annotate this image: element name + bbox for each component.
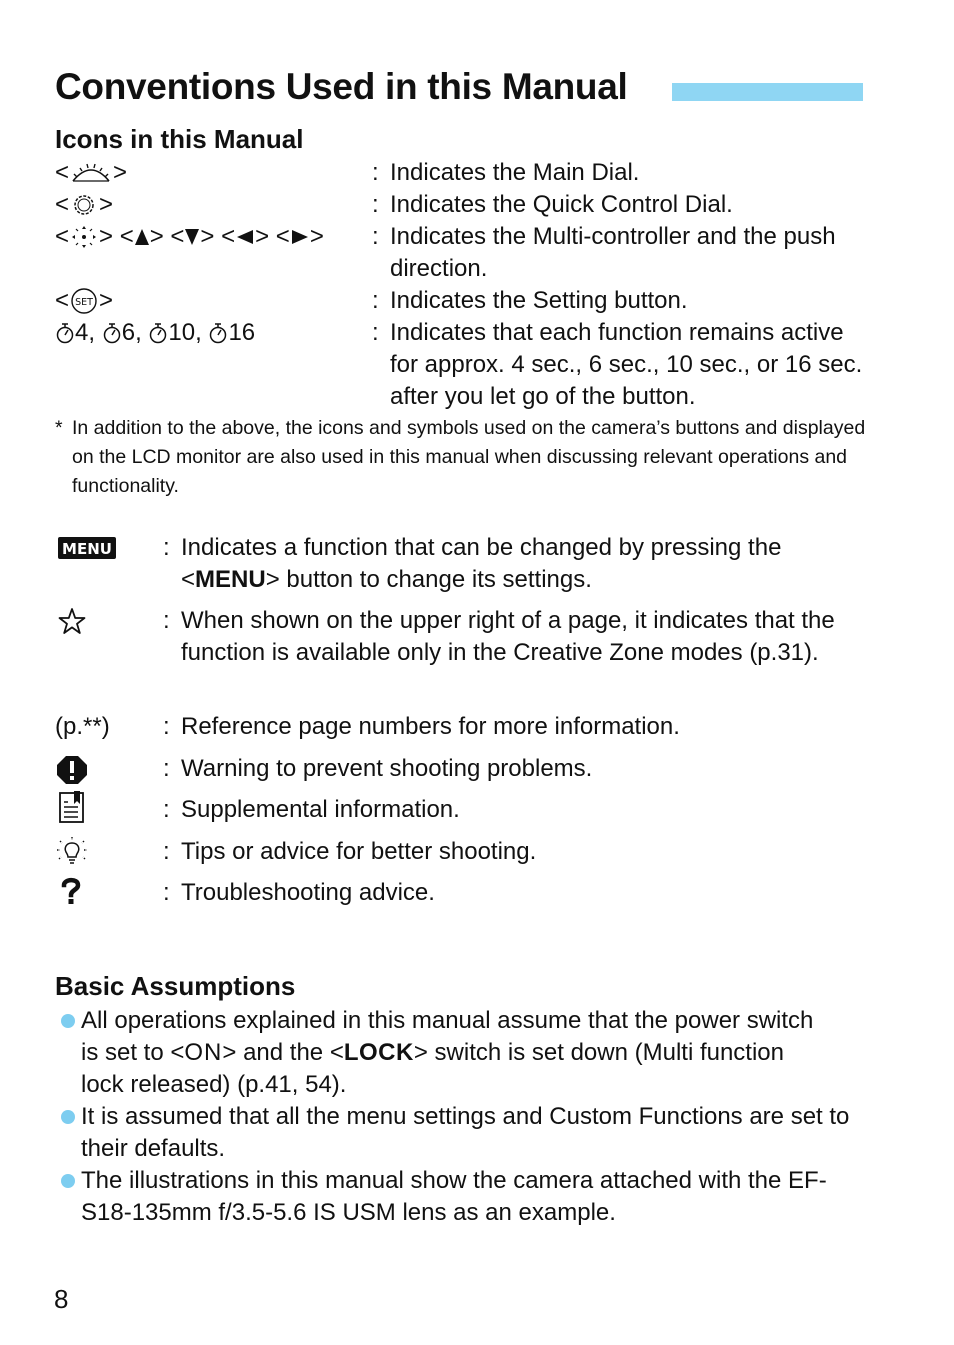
footnote-marker: * [55,417,63,439]
question-mark-icon [60,876,82,911]
troubleshooting-desc: Troubleshooting advice. [181,879,435,906]
colon: : [372,159,379,186]
assumption-1-line3: lock released) (p.41, 54). [81,1071,347,1098]
svg-text:SET: SET [75,297,93,308]
set-button-desc: Indicates the Setting button. [390,287,688,314]
multi-controller-icon [69,224,99,250]
assumption-3: The illustrations in this manual show the camera attached with the EF-S18-135mm f/3.5-5.6 IS USM lens as an example. [81,1167,827,1226]
assumption-1-line1: All operations explained in this manual assume that the power switch [81,1007,814,1034]
timer-icon [208,321,228,345]
left-arrow-icon [235,228,255,246]
timer-desc: Indicates that each function remains active for approx. 4 sec., 6 sec., 10 sec., or 16 sec. after you let go of the button. [390,319,863,410]
timer-value: 4 [75,319,89,346]
icons-section-heading: Icons in this Manual [55,124,304,154]
menu-button-icon: MENU [195,566,266,593]
quick-control-dial-symbol: < > [55,191,114,218]
bullet-icon [61,1174,75,1188]
menu-tab-icon [58,537,116,564]
menu-desc-line1: Indicates a function that can be changed by pressing the [181,534,782,561]
colon: : [163,755,170,782]
multi-controller-desc: Indicates the Multi-controller and the push direction. [390,223,836,282]
svg-text:MENU: MENU [62,540,112,558]
set-button-icon [69,287,99,315]
timer-icon [148,321,168,345]
star-desc: When shown on the upper right of a page, it indicates that the function is available only in the Creative Zone modes (p.31). [181,607,835,666]
page-ref-label: (p.**) [55,713,110,740]
colon: : [163,838,170,865]
right-arrow-icon [290,228,310,246]
page-title: Conventions Used in this Manual [55,66,628,107]
timer-icon [55,321,75,345]
colon: : [163,713,170,740]
assumptions-heading: Basic Assumptions [55,971,296,1001]
timer-value: 10 [168,319,196,346]
colon: : [163,534,170,561]
main-dial-symbol: < > [55,159,128,186]
colon: : [372,287,379,314]
bullet-icon [61,1110,75,1124]
colon: : [163,879,170,906]
quick-control-dial-desc: Indicates the Quick Control Dial. [390,191,733,218]
colon: : [163,796,170,823]
note-desc: Supplemental information. [181,796,460,823]
set-button-symbol: < SET > [55,287,114,314]
title-accent-bar [672,83,863,101]
assumption-1-line2: is set to <ON> and the <LOCK> switch is set down (Multi function [81,1039,784,1066]
lightbulb-icon [55,836,89,873]
quick-control-dial-icon [69,192,99,218]
down-arrow-icon [184,227,200,247]
main-dial-icon [69,161,113,185]
warning-icon [56,755,88,790]
up-arrow-icon [134,227,150,247]
timer-value: 16 [228,319,256,346]
warning-desc: Warning to prevent shooting problems. [181,755,593,782]
colon: : [372,191,379,218]
timer-icon [102,321,122,345]
power-on-icon: ON [184,1039,223,1066]
star-icon [58,607,86,640]
menu-desc-line2: <MENU> button to change its settings. [181,566,592,593]
timer-symbols: 4 , 6 , 10 , 16 [55,317,255,349]
tips-desc: Tips or advice for better shooting. [181,838,537,865]
lock-icon: LOCK [343,1039,414,1066]
bullet-icon [61,1014,75,1028]
page-ref-desc: Reference page numbers for more information. [181,713,680,740]
multi-controller-symbols: < > < > < > < > < > [55,223,324,250]
colon: : [372,319,379,346]
colon: : [372,223,379,250]
main-dial-desc: Indicates the Main Dial. [390,159,640,186]
assumption-2: It is assumed that all the menu settings and Custom Functions are set to their defaults. [81,1103,850,1162]
page-number: 8 [54,1284,69,1314]
footnote-text: In addition to the above, the icons and symbols used on the camera’s buttons and displayed on the LCD monitor are also used in this manual when discussing relevant operations and functionality. [72,417,866,497]
memo-icon [58,790,86,829]
timer-value: 6 [121,319,136,346]
colon: : [163,607,170,634]
